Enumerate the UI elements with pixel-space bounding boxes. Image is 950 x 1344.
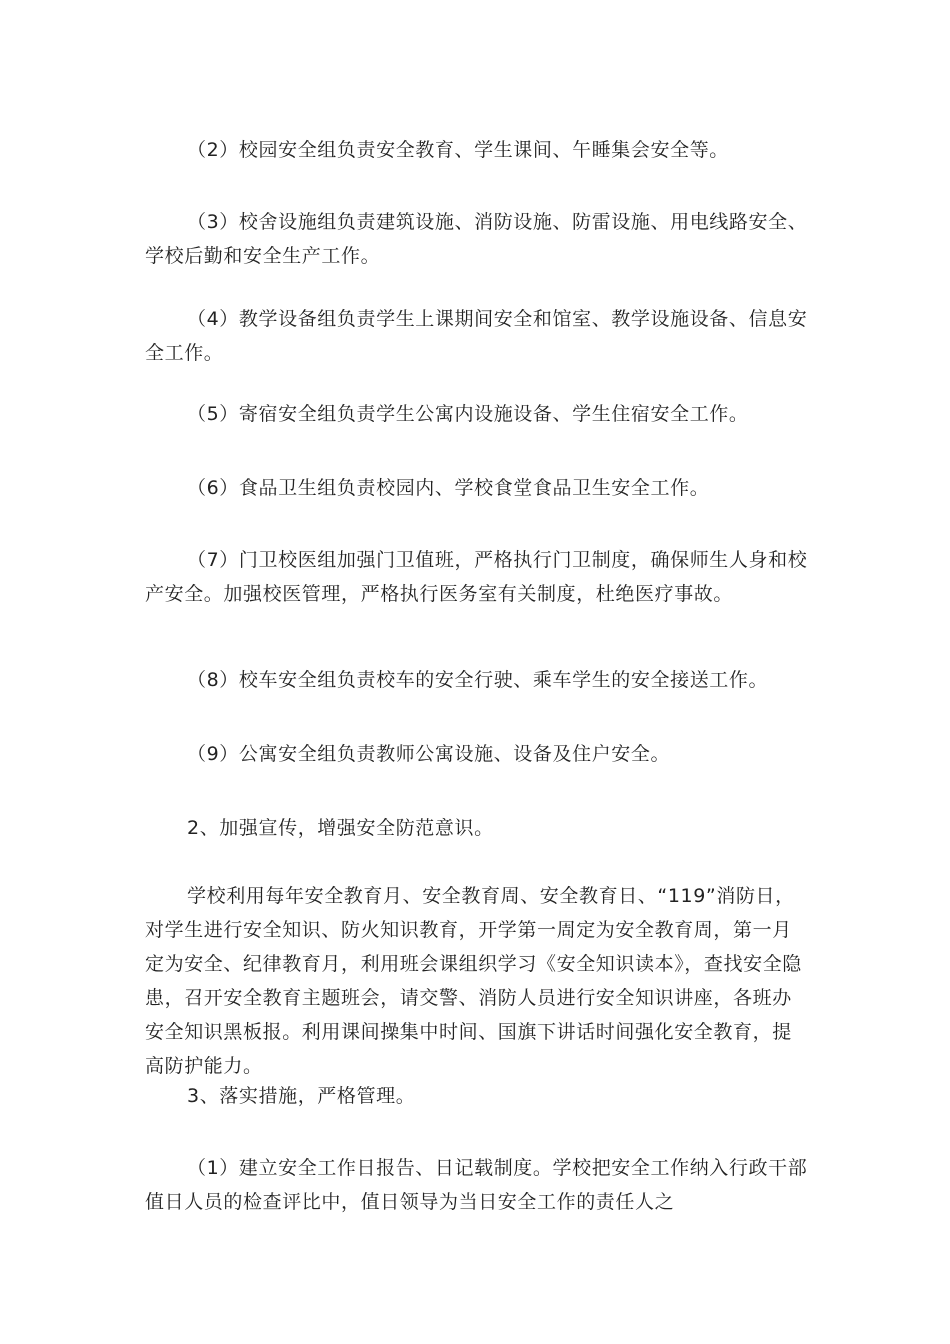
paragraph-campus-safety-group: （2）校园安全组负责安全教育、学生课间、午睡集会安全等。 <box>187 139 729 161</box>
paragraph-food-hygiene-group: （6）食品卫生组负责校园内、学校食堂食品卫生安全工作。 <box>187 477 710 499</box>
paragraph-daily-report-system: （1）建立安全工作日报告、日记载制度。学校把安全工作纳入行政干部值日人员的检查评比中，值日领导为当日安全工作的责任人之 <box>145 1157 808 1213</box>
paragraph-gate-clinic-group: （7）门卫校医组加强门卫值班，严格执行门卫制度，确保师生人身和校产安全。加强校医管理，严格执行医务室有关制度，杜绝医疗事故。 <box>145 549 808 605</box>
paragraph-teaching-equipment-group: （4）教学设备组负责学生上课期间安全和馆室、教学设施设备、信息安全工作。 <box>145 308 808 364</box>
paragraph-facilities-group: （3）校舍设施组负责建筑设施、消防设施、防雷设施、用电线路安全、学校后勤和安全生产工作。 <box>145 211 808 267</box>
paragraph-boarding-safety-group: （5）寄宿安全组负责学生公寓内设施设备、学生住宿安全工作。 <box>187 403 749 425</box>
paragraph-safety-education: 学校利用每年安全教育月、安全教育周、安全教育日、“119”消防日，对学生进行安全知识、防火知识教育，开学第一周定为安全教育周，第一月定为安全、纪律教育月，利用班会课组织学习《安全知识读本》，查找安全隐患，召开安全教育主题班会，请交警、消防人员进行安全知识讲座，各班办安全知识黑板报。利用课间操集中时间、国旗下讲话时间强化安全教育，提高防护能力。 <box>145 885 802 1077</box>
paragraph-apartment-safety-group: （9）公寓安全组负责教师公寓设施、设备及住户安全。 <box>187 743 671 765</box>
section-heading-publicity: 2、加强宣传，增强安全防范意识。 <box>187 817 494 839</box>
paragraph-school-bus-group: （8）校车安全组负责校车的安全行驶、乘车学生的安全接送工作。 <box>187 669 769 691</box>
section-heading-measures: 3、落实措施，严格管理。 <box>187 1085 416 1107</box>
